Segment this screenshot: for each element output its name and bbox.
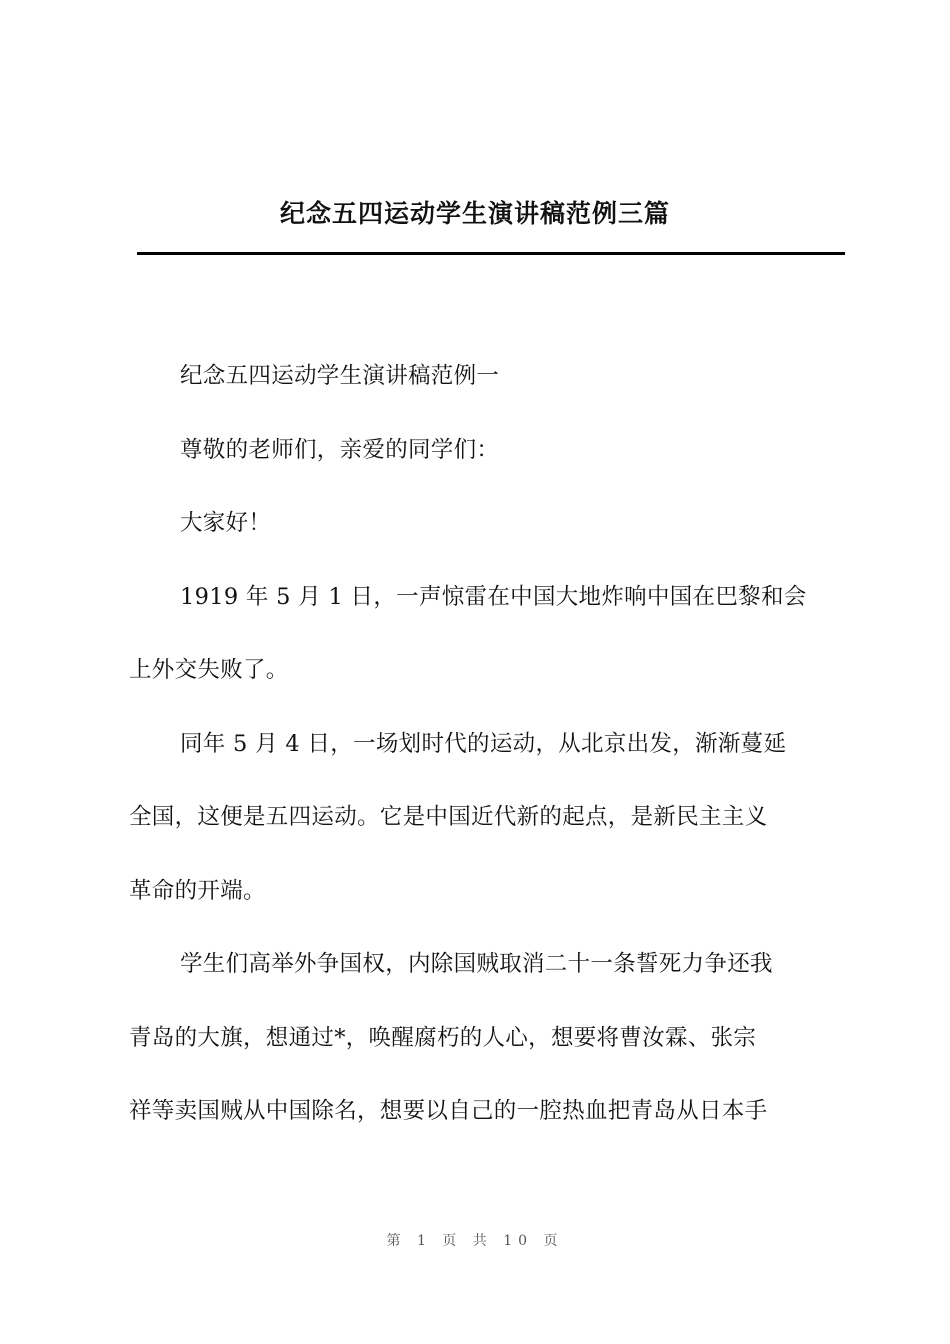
- title-divider: [137, 252, 845, 255]
- document-body: [129, 340, 845, 1149]
- paragraph-line: 祥等卖国贼从中国除名，想要以自己的一腔热血把青岛从日本手: [129, 1098, 768, 1124]
- greeting: 大家好！: [180, 510, 272, 536]
- page-number-footer: 第 1 页 共 10 页: [386, 1233, 564, 1249]
- paragraph-line: 同年 5 月 4 日，一场划时代的运动，从北京出发，渐渐蔓延: [180, 730, 787, 757]
- paragraph-line: 学生们高举外争国权，内除国贼取消二十一条誓死力争还我: [180, 951, 773, 977]
- paragraph-line: 1919 年 5 月 1 日，一声惊雷在中国大地炸响中国在巴黎和会: [180, 583, 807, 610]
- paragraph-line: 革命的开端。: [129, 877, 266, 904]
- paragraph-line: 全国，这便是五四运动。它是中国近代新的起点，是新民主主义: [129, 804, 768, 830]
- salutation: 尊敬的老师们，亲爱的同学们：: [180, 436, 500, 463]
- document-title: 纪念五四运动学生演讲稿范例三篇: [279, 199, 670, 228]
- paragraph-line: 青岛的大旗，想通过*，唤醒腐朽的人心，想要将曹汝霖、张宗: [129, 1024, 757, 1051]
- section-heading: 纪念五四运动学生演讲稿范例一: [180, 363, 500, 389]
- paragraph-line: 上外交失败了。: [129, 657, 289, 683]
